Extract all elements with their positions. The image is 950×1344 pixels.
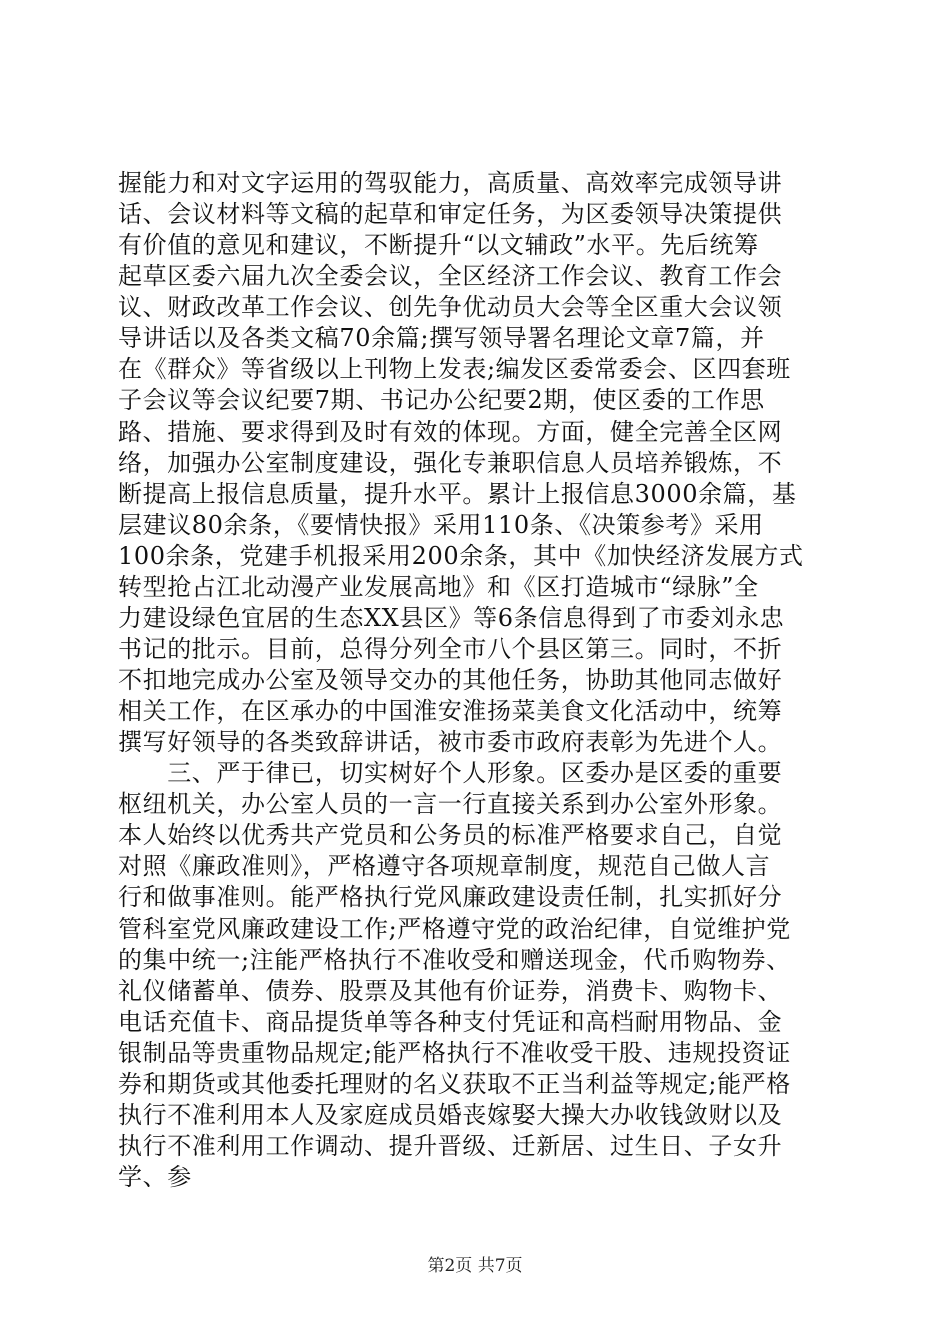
text-line: 导讲话以及各类文稿70余篇;撰写领导署名理论文章7篇，并 (118, 324, 765, 352)
text-line: 络，加强办公室制度建设，强化专兼职信息人员培养锻炼，不 (118, 449, 783, 477)
page-number-footer: 第2页 共7页 (427, 1256, 523, 1276)
text-line: 电话充值卡、商品提货单等各种支付凭证和高档耐用物品、金 (118, 1008, 783, 1036)
text-line: 行和做事准则。能严格执行党风廉政建设责任制，扎实抓好分 (118, 883, 783, 911)
text-line: 的集中统一;注能严格执行不准收受和赠送现金，代币购物券、 (118, 946, 791, 974)
text-line: 断提高上报信息质量，提升水平。累计上报信息3000余篇，基 (118, 480, 797, 508)
text-line: 话、会议材料等文稿的起草和审定任务，为区委领导决策提供 (118, 200, 783, 228)
text-line: 书记的批示。目前，总得分列全市八个县区第三。同时，不折 (118, 635, 783, 663)
text-line: 执行不准利用工作调动、提升晋级、迁新居、过生日、子女升 (118, 1132, 783, 1160)
text-line: 券和期货或其他委托理财的名义获取不正当利益等规定;能严格 (118, 1070, 791, 1098)
section-heading-line: 三、严于律已，切实树好个人形象。区委办是区委的重要 (118, 759, 783, 787)
text-line: 力建设绿色宜居的生态XX县区》等6条信息得到了市委刘永忠 (118, 604, 785, 632)
text-line: 握能力和对文字运用的驾驭能力，高质量、高效率完成领导讲 (118, 169, 783, 197)
text-line: 对照《廉政准则》，严格遵守各项规章制度，规范自己做人言 (118, 852, 771, 880)
text-line: 层建议80余条，《要情快报》采用110条、《决策参考》采用 (118, 511, 764, 539)
text-line: 路、措施、要求得到及时有效的体现。方面，健全完善全区网 (118, 418, 783, 446)
text-line: 银制品等贵重物品规定;能严格执行不准收受干股、违规投资证 (118, 1039, 791, 1067)
text-line: 议、财政改革工作会议、创先争优动员大会等全区重大会议领 (118, 293, 783, 321)
text-line: 有价值的意见和建议，不断提升“以文辅政”水平。先后统筹 (118, 231, 759, 259)
text-line: 礼仪储蓄单、债券、股票及其他有价证券，消费卡、购物卡、 (118, 977, 783, 1005)
text-line: 执行不准利用本人及家庭成员婚丧嫁娶大操大办收钱敛财以及 (118, 1101, 783, 1129)
text-line: 管科室党风廉政建设工作;严格遵守党的政治纪律，自觉维护党 (118, 915, 791, 943)
text-line: 本人始终以优秀共产党员和公务员的标准严格要求自己，自觉 (118, 821, 783, 849)
text-line: 转型抢占江北动漫产业发展高地》和《区打造城市“绿脉”全 (118, 573, 759, 601)
text-line: 子会议等会议纪要7期、书记办公纪要2期，使区委的工作思 (118, 386, 765, 414)
text-line: 不扣地完成办公室及领导交办的其他任务，协助其他同志做好 (118, 666, 783, 694)
text-line: 100余条，党建手机报采用200余条，其中《加快经济发展方式 (118, 542, 804, 570)
text-line: 枢纽机关，办公室人员的一言一行直接关系到办公室外形象。 (118, 790, 783, 818)
text-line: 在《群众》等省级以上刊物上发表;编发区委常委会、区四套班 (118, 355, 791, 383)
text-line: 学、参 (118, 1163, 192, 1191)
text-line: 撰写好领导的各类致辞讲话，被市委市政府表彰为先进个人。 (118, 728, 783, 756)
text-line: 相关工作，在区承办的中国淮安淮扬菜美食文化活动中，统筹 (118, 697, 783, 725)
text-line: 起草区委六届九次全委会议，全区经济工作会议、教育工作会 (118, 262, 783, 290)
